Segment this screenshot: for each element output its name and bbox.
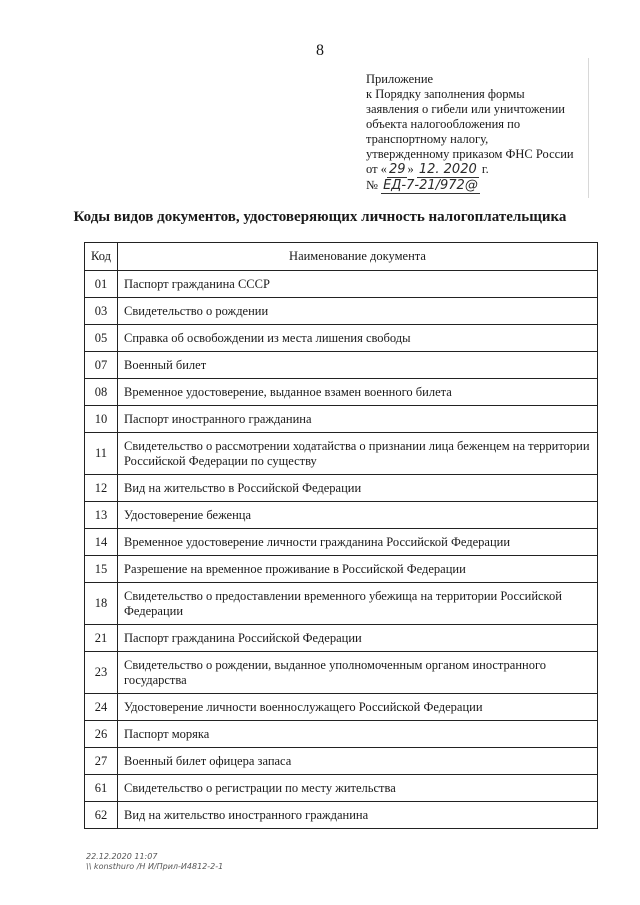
row-code: 14 — [85, 529, 118, 556]
table-row — [85, 775, 598, 802]
row-name: Разрешение на временное проживание в Российской Федерации — [118, 556, 598, 583]
footer-timestamp: 22.12.2020 11:07 — [86, 852, 158, 861]
date-mid: » — [407, 162, 414, 176]
row-code: 08 — [85, 379, 118, 406]
document-codes-table — [84, 242, 598, 829]
table-row — [85, 271, 598, 298]
order-number-line — [366, 178, 596, 194]
row-code: 10 — [85, 406, 118, 433]
table-row — [85, 802, 598, 829]
handwritten-month-year: 12. 2020 — [418, 162, 477, 177]
row-name: Паспорт моряка — [118, 721, 598, 748]
row-code: 01 — [85, 271, 118, 298]
row-code: 62 — [85, 802, 118, 829]
row-name: Паспорт гражданина Российской Федерации — [118, 625, 598, 652]
footer-stamp — [86, 852, 223, 872]
appendix-line: объекта налогообложения по — [366, 117, 521, 131]
row-name: Временное удостоверение, выданное взамен военного билета — [118, 379, 598, 406]
row-code: 21 — [85, 625, 118, 652]
row-code: 11 — [85, 433, 118, 475]
table-row — [85, 652, 598, 694]
appendix-line: утвержденному приказом ФНС России — [366, 147, 574, 161]
table-row — [85, 556, 598, 583]
row-code: 27 — [85, 748, 118, 775]
table-row — [85, 748, 598, 775]
row-code: 05 — [85, 325, 118, 352]
order-date-line — [366, 162, 596, 178]
row-name: Свидетельство о рассмотрении ходатайства о признании лица беженцем на территории Российской Федерации по существу — [118, 433, 598, 475]
row-name: Паспорт гражданина СССР — [118, 271, 598, 298]
row-code: 24 — [85, 694, 118, 721]
page-number: 8 — [316, 42, 324, 59]
date-suffix: г. — [481, 162, 489, 176]
table-row — [85, 475, 598, 502]
handwritten-day: 29 — [388, 162, 406, 177]
row-code: 18 — [85, 583, 118, 625]
table-row — [85, 529, 598, 556]
appendix-line: Приложение — [366, 72, 434, 86]
row-code: 15 — [85, 556, 118, 583]
row-code: 61 — [85, 775, 118, 802]
table-row — [85, 694, 598, 721]
table-row — [85, 625, 598, 652]
row-code: 26 — [85, 721, 118, 748]
row-name: Удостоверение личности военнослужащего Российской Федерации — [118, 694, 598, 721]
document-title: Коды видов документов, удостоверяющих личность налогоплательщика — [73, 209, 567, 225]
handwritten-order-number: ЕД-7-21/972@ — [383, 178, 478, 193]
row-name: Паспорт иностранного гражданина — [118, 406, 598, 433]
date-prefix: от « — [366, 162, 387, 176]
appendix-line: транспортному налогу, — [366, 132, 489, 146]
row-name: Вид на жительство в Российской Федерации — [118, 475, 598, 502]
row-name: Свидетельство о рождении, выданное уполномоченным органом иностранного государства — [118, 652, 598, 694]
row-name: Справка об освобождении из места лишения свободы — [118, 325, 598, 352]
row-name: Вид на жительство иностранного гражданина — [118, 802, 598, 829]
row-name: Свидетельство о предоставлении временного убежища на территории Российской Федерации — [118, 583, 598, 625]
appendix-block — [366, 72, 596, 194]
row-name: Свидетельство о регистрации по месту жительства — [118, 775, 598, 802]
row-name: Удостоверение беженца — [118, 502, 598, 529]
appendix-line: заявления о гибели или уничтожении — [366, 102, 565, 116]
row-code: 12 — [85, 475, 118, 502]
table-row — [85, 298, 598, 325]
table-row — [85, 502, 598, 529]
header-name: Наименование документа — [118, 243, 598, 271]
row-code: 07 — [85, 352, 118, 379]
row-code: 23 — [85, 652, 118, 694]
appendix-line: к Порядку заполнения формы — [366, 87, 525, 101]
number-prefix: № — [366, 178, 378, 192]
row-code: 13 — [85, 502, 118, 529]
row-name: Свидетельство о рождении — [118, 298, 598, 325]
table-header-row — [85, 243, 598, 271]
table-row — [85, 379, 598, 406]
table-row — [85, 583, 598, 625]
row-name: Временное удостоверение личности гражданина Российской Федерации — [118, 529, 598, 556]
row-code: 03 — [85, 298, 118, 325]
row-name: Военный билет — [118, 352, 598, 379]
table-row — [85, 433, 598, 475]
row-name: Военный билет офицера запаса — [118, 748, 598, 775]
table-row — [85, 352, 598, 379]
footer-file-path: \\ konsthuro /Н И/Прил-И4812-2-1 — [86, 862, 224, 871]
header-code: Код — [85, 243, 118, 271]
table-row — [85, 721, 598, 748]
table-row — [85, 325, 598, 352]
table-row — [85, 406, 598, 433]
